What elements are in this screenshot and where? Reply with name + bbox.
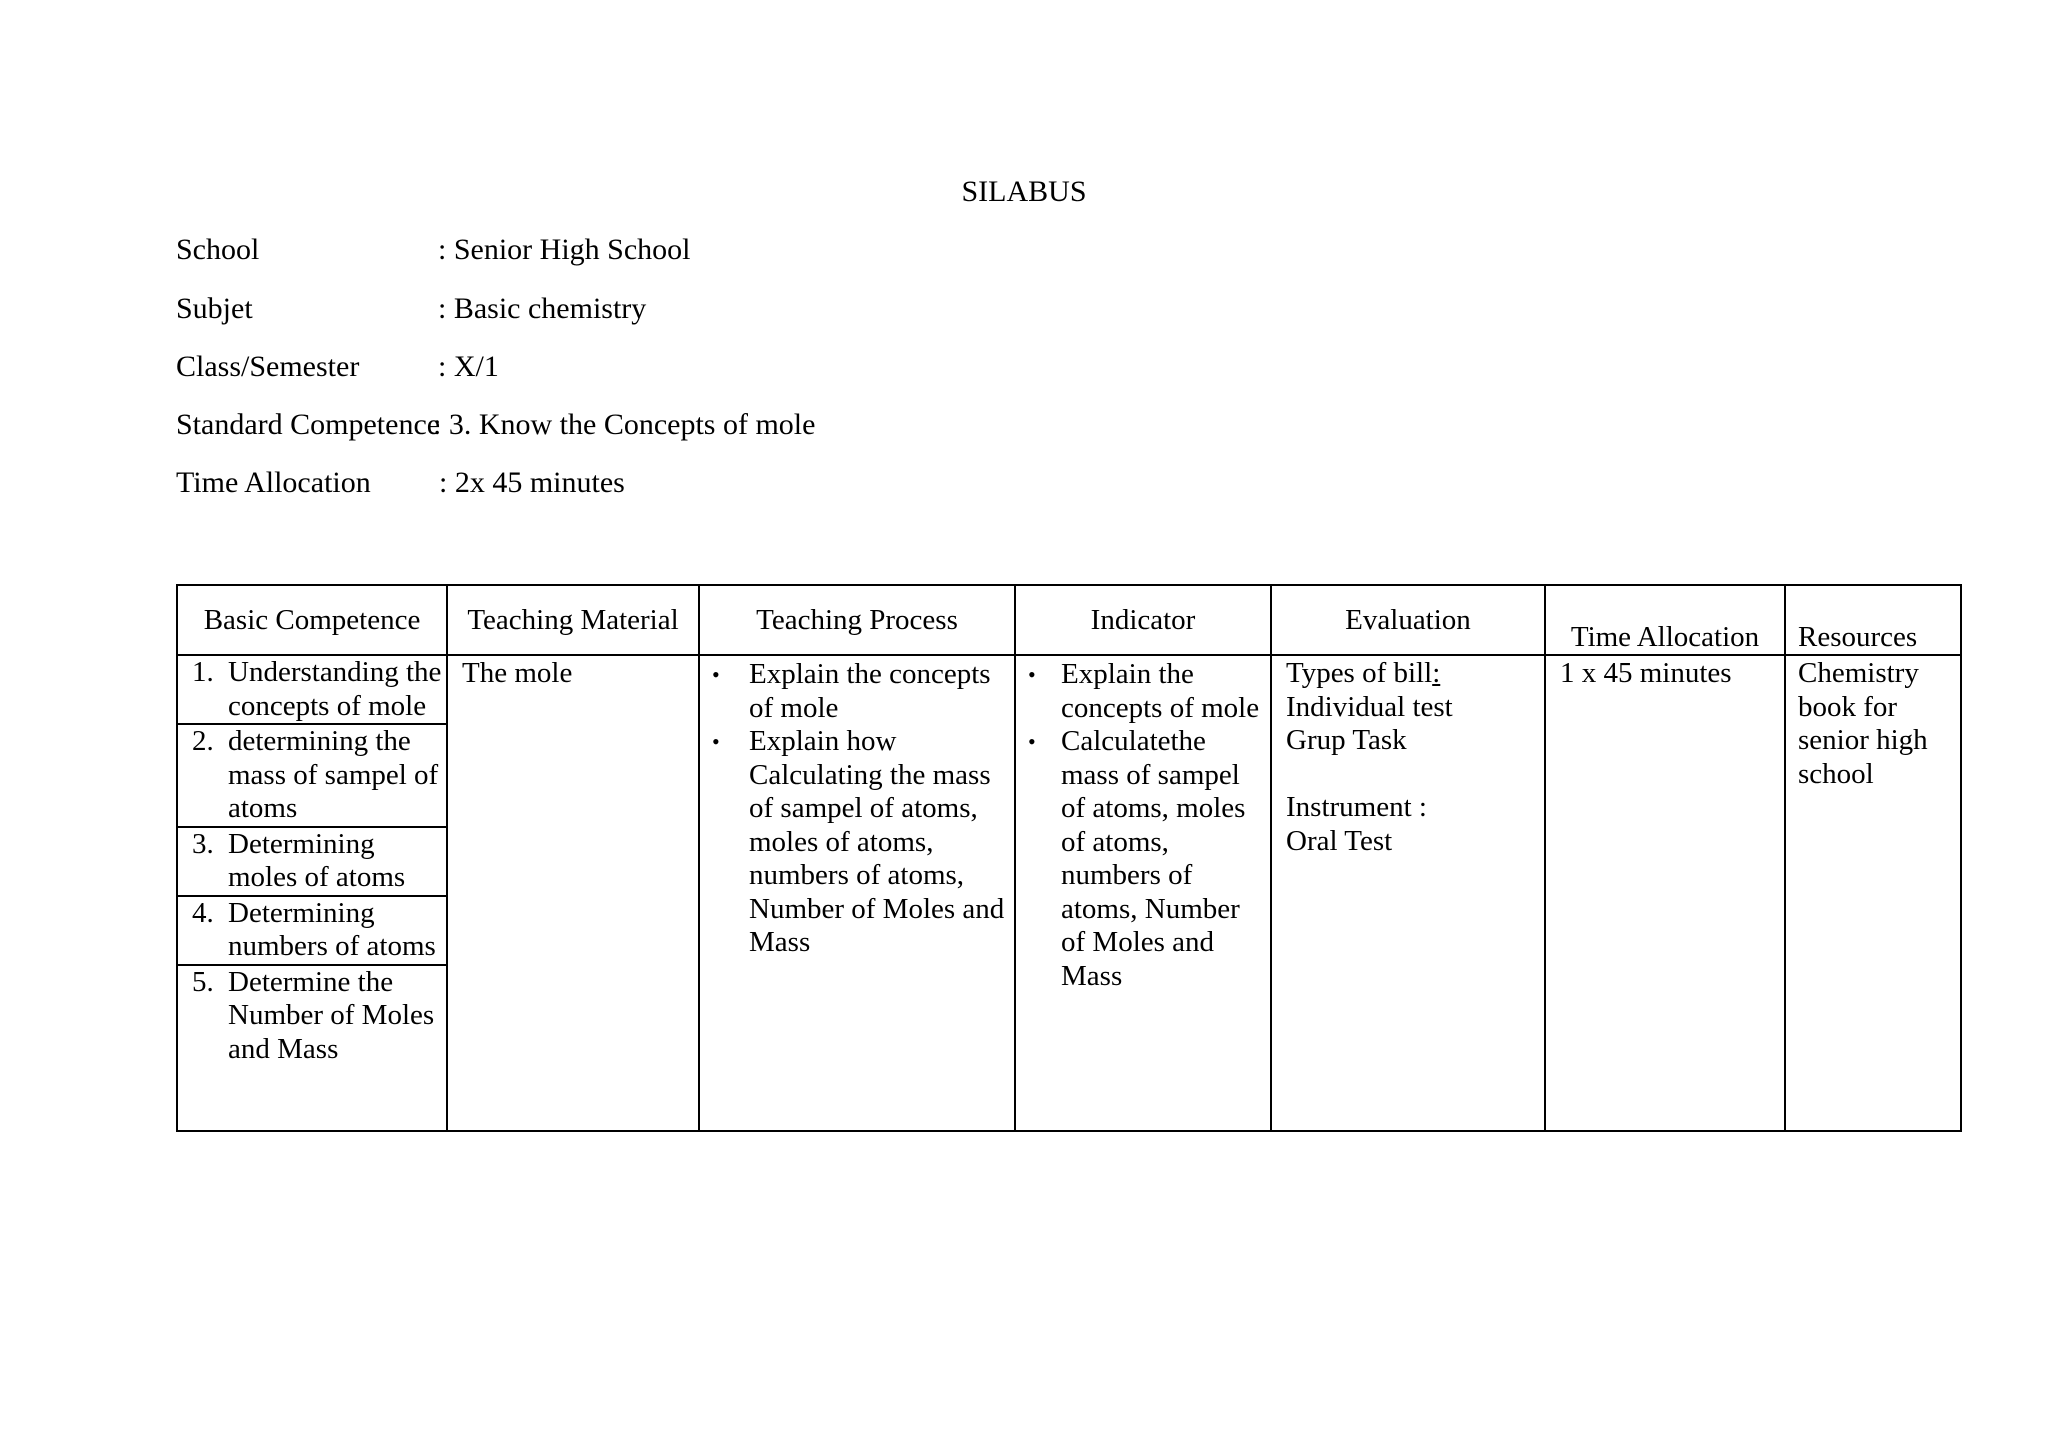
info-label: Standard Competence [176, 408, 441, 441]
header-indicator: Indicator [1015, 585, 1271, 655]
info-label: Subjet [176, 292, 253, 325]
competence-item [178, 897, 446, 966]
header-evaluation: Evaluation [1271, 585, 1545, 655]
header-teaching-material: Teaching Material [447, 585, 699, 655]
competence-text: Understanding the concepts of mole [228, 656, 442, 722]
header-time-allocation [1545, 585, 1785, 655]
table-header-row [177, 585, 1961, 655]
evaluation-cell [1271, 655, 1545, 1131]
evaluation-line: Instrument : [1286, 791, 1427, 823]
teaching-process-cell [699, 655, 1015, 1131]
bullet-icon: • [712, 729, 720, 754]
basic-competence-cell [177, 655, 447, 1131]
syllabus-table [176, 584, 1962, 1132]
competence-text: Determining moles of atoms [228, 827, 406, 893]
header-resources-label: Resources [1798, 620, 1918, 653]
evaluation-types-line [1286, 657, 1536, 691]
evaluation-line: Oral Test [1286, 824, 1393, 857]
teaching-process-text: Explain the concepts of mole [749, 658, 991, 724]
competence-item [178, 828, 446, 897]
teaching-process-list [700, 656, 1014, 960]
resources-text: Chemistry book for senior high school [1798, 657, 1928, 790]
info-value: : Senior High School [438, 233, 691, 266]
header-basic-competence: Basic Competence [177, 585, 447, 655]
list-item [1024, 658, 1264, 725]
header-time-allocation-label: Time Allocation [1570, 620, 1760, 653]
teaching-material-text: The mole [462, 657, 573, 689]
competence-item [178, 725, 446, 828]
competence-text: Determine the Number of Moles and Mass [228, 965, 435, 1065]
competence-number: 4. [192, 896, 214, 929]
time-allocation-cell [1545, 655, 1785, 1131]
competence-list [178, 656, 446, 1130]
evaluation-content [1272, 656, 1544, 858]
competence-item [178, 966, 446, 1131]
indicator-list [1016, 656, 1270, 993]
competence-number: 3. [192, 827, 214, 860]
evaluation-types-label: Types of bill [1286, 657, 1433, 689]
competence-number: 5. [192, 965, 214, 998]
bullet-icon: • [1028, 662, 1036, 687]
evaluation-line: Individual test [1286, 690, 1453, 723]
info-value: : X/1 [438, 350, 499, 383]
competence-number: 1. [192, 656, 214, 688]
competence-text: Determining numbers of atoms [228, 896, 436, 962]
bullet-icon: • [712, 662, 720, 687]
header-teaching-process: Teaching Process [699, 585, 1015, 655]
evaluation-types-colon: : [1432, 657, 1441, 689]
teaching-material-cell [447, 655, 699, 1131]
list-item [1024, 725, 1264, 993]
info-value: : Basic chemistry [438, 292, 647, 325]
competence-item [178, 656, 446, 725]
indicator-text: Explain the concepts of mole [1061, 658, 1260, 724]
indicator-cell [1015, 655, 1271, 1131]
competence-number: 2. [192, 725, 214, 757]
info-label: Class/Semester [176, 350, 360, 383]
resources-cell [1785, 655, 1961, 1131]
info-label: School [176, 233, 260, 266]
evaluation-line [1286, 758, 1536, 792]
page-title: SILABUS [961, 175, 1087, 208]
table-row [177, 655, 1961, 1131]
header-resources [1785, 585, 1961, 655]
bullet-icon: • [1028, 729, 1036, 754]
info-label: Time Allocation [176, 466, 371, 499]
time-allocation-text: 1 x 45 minutes [1560, 657, 1732, 689]
info-value: : 2x 45 minutes [439, 466, 625, 499]
info-value: : 3. Know the Concepts of mole [433, 408, 816, 441]
teaching-process-text: Explain how Calculating the mass of sampel of atoms, moles of atoms, numbers of atoms, Number of Moles and Mass [749, 725, 1005, 958]
list-item [708, 725, 1008, 960]
competence-text: determining the mass of sampel of atoms [228, 725, 439, 824]
evaluation-line: Grup Task [1286, 724, 1407, 756]
list-item [708, 658, 1008, 725]
indicator-text: Calculatethe mass of sampel of atoms, moles of atoms, numbers of atoms, Number of Moles and Mass [1061, 725, 1246, 992]
